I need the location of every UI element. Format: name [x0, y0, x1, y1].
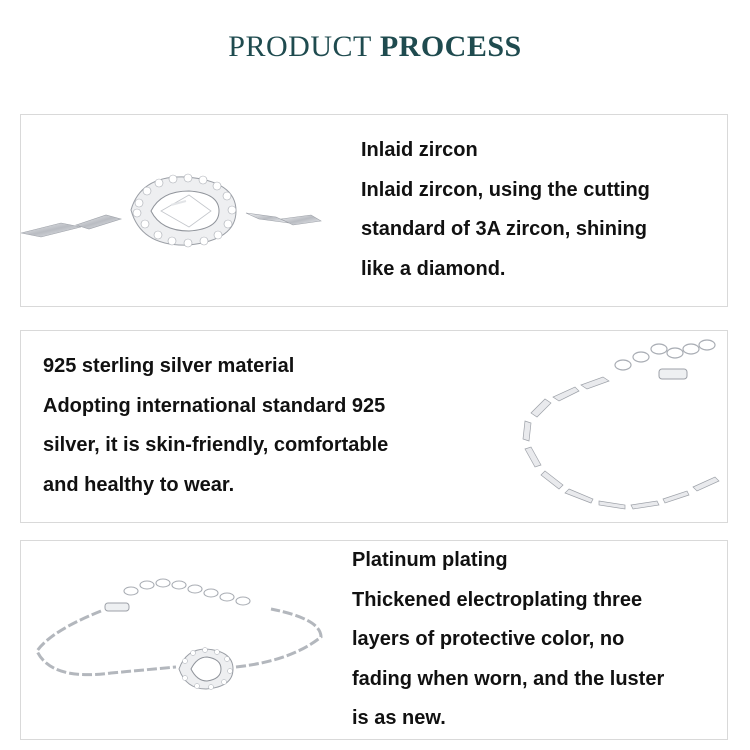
feature-heading: Inlaid zircon — [361, 139, 478, 161]
feature-line: is as new. — [352, 707, 446, 729]
feature-line: Adopting international standard 925 — [43, 394, 386, 417]
full-bracelet-with-pendant-image — [21, 541, 341, 740]
feature-line: Inlaid zircon, using the cutting — [361, 178, 650, 201]
page-title-bold: PROCESS — [379, 30, 522, 63]
silver-chain-bracelet-image — [509, 331, 728, 521]
feature-line: Thickened electroplating three — [352, 588, 643, 611]
zircon-bracelet-closeup-image — [21, 115, 331, 305]
feature-panel-plating — [20, 540, 728, 740]
feature-line: like a diamond. — [361, 257, 506, 280]
feature-heading: 925 sterling silver material — [43, 355, 295, 377]
feature-text-plating — [352, 541, 664, 739]
feature-text-zircon — [361, 131, 650, 289]
feature-panel-silver — [20, 330, 728, 523]
feature-heading: Platinum plating — [352, 549, 508, 571]
feature-panel-zircon — [20, 114, 728, 307]
feature-line: standard of 3A zircon, shining — [361, 218, 647, 240]
page-title-light: PRODUCT — [228, 30, 372, 63]
feature-line: fading when worn, and the luster — [352, 667, 665, 690]
page-title — [0, 30, 750, 64]
feature-line: and healthy to wear. — [43, 473, 235, 496]
feature-line: silver, it is skin-friendly, comfortable — [43, 434, 389, 456]
feature-text-silver — [43, 347, 388, 505]
feature-line: layers of protective color, no — [352, 628, 625, 650]
